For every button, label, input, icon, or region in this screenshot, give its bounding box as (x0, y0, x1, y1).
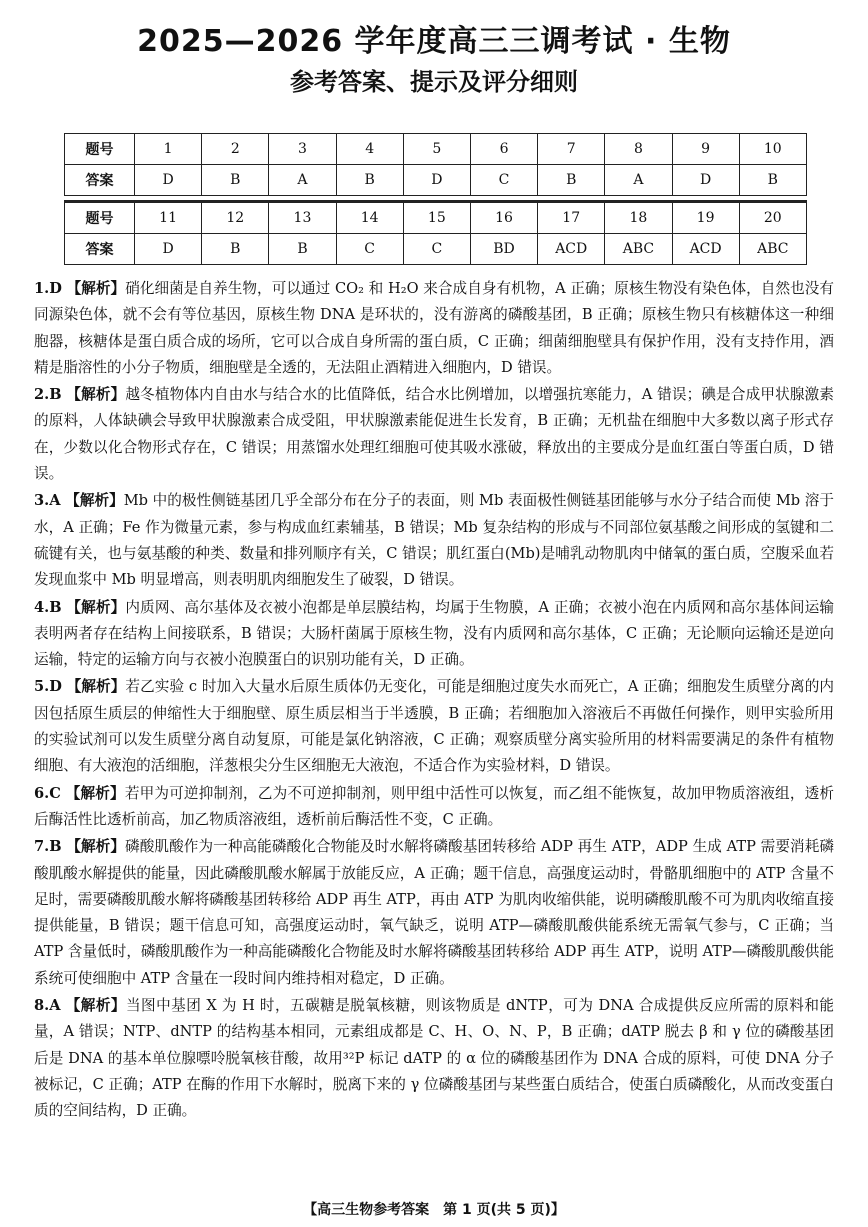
explanations (34, 276, 834, 1126)
question-answer: 2.B (34, 386, 62, 404)
question-answer: 3.A (34, 492, 61, 510)
explanation-item (34, 488, 834, 593)
answer-cell: ABC (739, 234, 806, 265)
question-number-cell: 9 (672, 134, 739, 165)
question-number-cell: 7 (538, 134, 605, 165)
page-footer: 【高三生物参考答案 第 1 页(共 5 页)】 (303, 1202, 565, 1218)
answer-cell: A (269, 165, 336, 196)
answer-cell: B (202, 165, 269, 196)
question-number-cell: 8 (605, 134, 672, 165)
answer-cell: B (269, 234, 336, 265)
answer-cell: C (336, 234, 403, 265)
answer-cell: A (605, 165, 672, 196)
answer-cell: D (403, 165, 470, 196)
analysis-tag: 【解析】 (65, 784, 125, 802)
question-number-cell: 14 (336, 202, 403, 234)
explanation-text: 磷酸肌酸作为一种高能磷酸化合物能及时水解将磷酸基团转移给 ADP 再生 ATP，ADP 生成 ATP 需要消耗磷酸肌酸水解提供的能量，因此磷酸肌酸水解属于放能反应，A 正确；题干信息，高强度运动时，骨骼肌细胞中的 ATP 含量不足时，需要磷酸肌酸水解将磷酸基团转移给 ADP 再生 ATP，再由 ATP 为肌肉收缩供能，说明磷酸肌酸不可为肌肉收缩直接提供能量，B 错误；题干信息可知，高强度运动时，氧气缺乏，说明 ATP—磷酸肌酸供能系统无需氧气参与，C 正确；当 ATP 含量低时，磷酸肌酸作为一种高能磷酸化合物能及时水解将磷酸基团转移给 ADP 再生 ATP，说明 ATP—磷酸肌酸供能系统可使细胞中 ATP 含量在一段时间内维持相对稳定，D 正确。 (34, 838, 834, 987)
question-number-cell: 5 (403, 134, 470, 165)
question-number-cell: 12 (202, 202, 269, 234)
answer-cell: D (672, 165, 739, 196)
question-number-cell: 19 (672, 202, 739, 234)
question-number-row (65, 202, 807, 234)
question-number-cell: 4 (336, 134, 403, 165)
answer-cell: D (135, 234, 202, 265)
explanation-item (34, 674, 834, 779)
explanation-text: 内质网、高尔基体及衣被小泡都是单层膜结构，均属于生物膜，A 正确；衣被小泡在内质网和高尔基体间运输表明两者存在结构上间接联系，B 错误；大肠杆菌属于原核生物，没有内质网和高尔基体，C 正确；无论顺向运输还是逆向运输，特定的运输方向与衣被小泡膜蛋白的识别功能有关，D 正确。 (34, 598, 834, 669)
answer-cell: ABC (605, 234, 672, 265)
question-number-cell: 17 (538, 202, 605, 234)
analysis-tag: 【解析】 (66, 386, 126, 404)
question-answer: 5.D (34, 678, 62, 696)
analysis-tag: 【解析】 (66, 598, 126, 616)
analysis-tag: 【解析】 (66, 678, 126, 696)
question-number-cell: 20 (739, 202, 806, 234)
question-number-cell: 6 (470, 134, 537, 165)
page-title: 2025—2026 学年度高三三调考试 · 生物 (137, 24, 731, 59)
answer-cell: BD (470, 234, 537, 265)
analysis-tag: 【解析】 (65, 997, 126, 1015)
answer-cell: B (336, 165, 403, 196)
row-label-answer: 答案 (65, 234, 135, 265)
answer-cell: D (135, 165, 202, 196)
answer-table (64, 133, 807, 265)
explanation-item (34, 993, 834, 1124)
analysis-tag: 【解析】 (65, 492, 124, 510)
question-number-cell: 2 (202, 134, 269, 165)
question-answer: 6.C (34, 784, 61, 802)
explanation-item (34, 834, 834, 992)
answer-cell: B (538, 165, 605, 196)
answer-cell: B (202, 234, 269, 265)
explanation-text: 越冬植物体内自由水与结合水的比值降低，结合水比例增加，以增强抗寒能力，A 错误；碘是合成甲状腺激素的原料，人体缺碘会导致甲状腺激素合成受阻，甲状腺激素能促进生长发育，B 正确；无机盐在细胞中大多数以离子形式存在，少数以化合物形式存在，C 错误；用蒸馏水处理红细胞可使其吸水涨破，释放出的主要成分是血红蛋白等蛋白质，D 错误。 (34, 386, 834, 483)
answer-cell: C (470, 165, 537, 196)
explanation-text: 若乙实验 c 时加入大量水后原生质体仍无变化，可能是细胞过度失水而死亡，A 正确；细胞发生质壁分离的内因包括原生质层的伸缩性大于细胞壁、原生质层相当于半透膜，B 正确；若细胞加入溶液后不再做任何操作，则甲实验所用的实验试剂可以发生质壁分离自动复原，可能是氯化钠溶液，C 正确；观察质壁分离实验所用的材料需要满足的条件有植物细胞、有大液泡的活细胞，洋葱根尖分生区细胞无大液泡，不适合作为实验材料，D 错误。 (34, 678, 834, 775)
answer-row (65, 234, 807, 265)
question-answer: 4.B (34, 598, 62, 616)
answer-cell: B (739, 165, 806, 196)
answer-cell: C (403, 234, 470, 265)
explanation-text: Mb 中的极性侧链基团几乎全部分布在分子的表面，则 Mb 表面极性侧链基团能够与水分子结合而使 Mb 溶于水，A 正确；Fe 作为微量元素，参与构成血红素辅基，B 错误；Mb 复杂结构的形成与不同部位氨基酸之间形成的氢键和二硫键有关，也与氨基酸的种类、数量和排列顺序有关，C 错误；肌红蛋白(Mb)是哺乳动物肌肉中储氧的蛋白质，空腹采血若发现血浆中 Mb 明显增高，则表明肌肉细胞发生了破裂，D 错误。 (34, 492, 834, 589)
explanation-item (34, 781, 834, 834)
question-answer: 1.D (34, 280, 62, 297)
explanation-item (34, 276, 834, 381)
question-answer: 7.B (34, 838, 62, 856)
analysis-tag: 【解析】 (66, 838, 126, 856)
explanation-text: 当图中基团 X 为 H 时，五碳糖是脱氧核糖，则该物质是 dNTP，可为 DNA 合成提供反应所需的原料和能量，A 错误；NTP、dNTP 的结构基本相同，元素组成都是 C、H、O、N、P，B 正确；dATP 脱去 β 和 γ 位的磷酸基团后是 DNA 的基本单位腺嘌呤脱氧核苷酸，故用³²P 标记 dATP 的 α 位的磷酸基团作为 DNA 合成的原料，可使 DNA 分子被标记，C 正确；ATP 在酶的作用下水解时，脱离下来的 γ 位磷酸基团与某些蛋白质结合，使蛋白质磷酸化，从而改变蛋白质的空间结构，D 正确。 (34, 997, 834, 1120)
row-label-answer: 答案 (65, 165, 135, 196)
question-number-cell: 3 (269, 134, 336, 165)
explanation-text: 若甲为可逆抑制剂，乙为不可逆抑制剂，则甲组中活性可以恢复，而乙组不能恢复，故加甲物质溶液组，透析后酶活性比透析前高，加乙物质溶液组，透析前后酶活性不变，C 正确。 (34, 784, 834, 828)
question-number-row (65, 134, 807, 165)
answer-cell: ACD (538, 234, 605, 265)
explanation-text: 硝化细菌是自养生物，可以通过 CO₂ 和 H₂O 来合成自身有机物，A 正确；原核生物没有染色体，自然也没有同源染色体，就不会有等位基因，原核生物 DNA 是环状的，没有游离的磷酸基团，B 正确；原核生物只有核糖体这一种细胞器，核糖体是蛋白质合成的场所，它可以合成自身所需的蛋白质，C 正确；细菌细胞壁具有保护作用，没有支持作用，酒精是脂溶性的小分子物质，细胞壁是全透的，无法阻止酒精进入细胞内，D 错误。 (34, 280, 834, 376)
page-subtitle: 参考答案、提示及评分细则 (290, 68, 578, 96)
row-label-question-no: 题号 (65, 134, 135, 165)
question-number-cell: 13 (269, 202, 336, 234)
question-number-cell: 18 (605, 202, 672, 234)
question-number-cell: 15 (403, 202, 470, 234)
answer-row (65, 165, 807, 196)
answer-cell: ACD (672, 234, 739, 265)
explanation-item (34, 382, 834, 487)
analysis-tag: 【解析】 (66, 280, 126, 297)
question-answer: 8.A (34, 997, 61, 1015)
question-number-cell: 10 (739, 134, 806, 165)
row-label-question-no: 题号 (65, 202, 135, 234)
question-number-cell: 1 (135, 134, 202, 165)
question-number-cell: 11 (135, 202, 202, 234)
question-number-cell: 16 (470, 202, 537, 234)
explanation-item (34, 595, 834, 674)
